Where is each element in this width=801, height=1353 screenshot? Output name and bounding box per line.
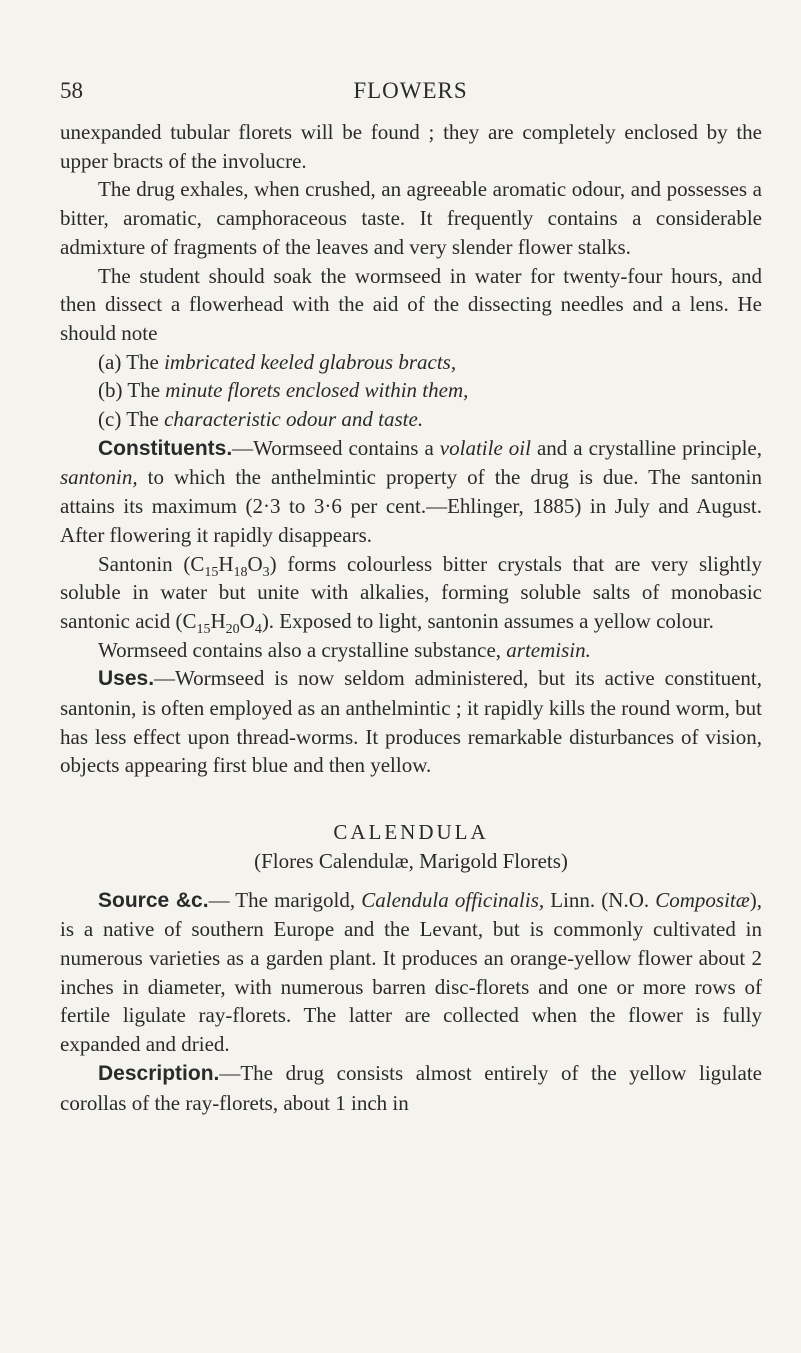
text: —Wormseed is now seldom administered, but its active constituent, santonin, is often employed as an anthelmintic ; it rapidly kills the round worm, but has less effect upon thread-worms. It produces remarkable disturbances of vision, objects appearing first blue and then yellow. [60,666,762,778]
constituents-paragraph [60,434,762,550]
section-heading: Uses. [98,667,155,691]
text: ) forms colourless bitter crystals that are very slightly soluble in water but unite with alkalies, forming soluble salts of monobasic santonic acid (C [60,551,762,633]
subscript: 15 [196,622,211,638]
text: —The drug consists almost entirely of the yellow ligulate corollas of the ray-florets, about 1 inch in [60,1060,762,1115]
section-heading: Source &c. [98,888,209,912]
running-title: FLOWERS [353,78,468,103]
santonin-paragraph [60,550,762,636]
emphasis: artemisin. [506,637,591,662]
text: O [247,551,263,576]
paragraph: unexpanded tubular florets will be found ; they are completely enclosed by the upper bracts of the involucre. [60,120,762,173]
subscript: 15 [204,564,219,580]
list-text: The [126,349,165,374]
list-emphasis: minute florets enclosed within them, [165,378,469,403]
source-paragraph [60,886,762,1059]
list-text: The [127,378,166,403]
text: ). Exposed to light, santonin assumes a yellow colour. [261,608,714,633]
list-marker: (c) [98,407,122,432]
list-emphasis: imbricated keeled glabrous bracts, [164,349,457,374]
subscript: 3 [262,564,270,580]
emphasis: santonin, [60,465,138,490]
text: and a crystalline principle, [530,435,763,460]
page-body [60,118,762,1117]
subscript: 18 [233,564,248,580]
subscript: 4 [254,622,262,638]
list-item [60,405,762,434]
emphasis: volatile oil [439,435,531,460]
section-heading: Description. [98,1061,220,1085]
section-title: CALENDULA [333,820,489,845]
list-marker: (b) [98,378,123,403]
text: — The marigold, [208,887,362,912]
text: Linn. (N.O. [544,887,656,912]
paragraph: The drug exhales, when crushed, an agreeable aromatic odour, and possesses a bitter, aromatic, camphoraceous taste. It frequently contains a considerable admixture of fragments of the leaves and very slender flower stalks. [60,177,762,259]
description-paragraph [60,1059,762,1117]
text: O [239,608,255,633]
text: ), is a native of southern Europe and the Levant, but is commonly cultivated in numerous varieties as a garden plant. It produces an orange-yellow flower about 2 inches in diameter, with numerous barren disc-florets and one or more rows of fertile ligulate ray-florets. The latter are collected when the flower is fully expanded and dried. [60,887,762,1057]
emphasis: Calendula officinalis, [361,887,545,912]
list-marker: (a) [98,349,122,374]
text: to which the anthelmintic property of the drug is due. The santonin attains its maximum (2·3 to 3·6 per cent.—Ehlinger, 1885) in July and August. After flowering it rapidly disappears. [60,465,762,547]
paragraph: The student should soak the wormseed in water for twenty-four hours, and then dissect a flowerhead with the aid of the dissecting needles and a lens. He should note [60,263,762,345]
text: Santonin (C [98,551,205,576]
text: H [210,608,226,633]
subscript: 20 [225,622,240,638]
text: Wormseed contains also a crystalline substance, [98,637,507,662]
emphasis: Compositæ [655,887,750,912]
section-heading: Constituents. [98,436,233,460]
list-emphasis: characteristic odour and taste. [164,407,424,432]
list-item [60,348,762,377]
section-subtitle: (Flores Calendulæ, Marigold Florets) [254,848,568,873]
list-item [60,376,762,405]
text: —Wormseed contains a [232,435,440,460]
list-text: The [126,407,165,432]
uses-paragraph [60,664,762,780]
page-number: 58 [60,78,83,103]
text: H [218,551,234,576]
artemisin-paragraph [60,636,762,665]
page-header [60,78,761,108]
